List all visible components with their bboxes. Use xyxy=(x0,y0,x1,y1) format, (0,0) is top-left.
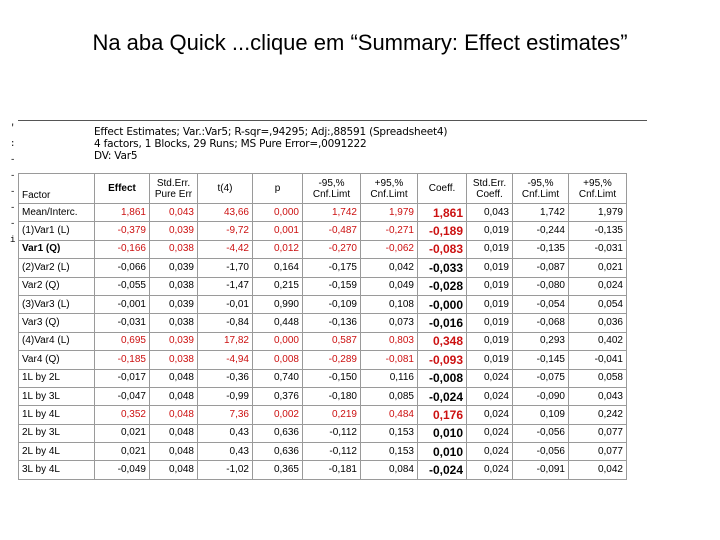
table-row[interactable] xyxy=(19,351,627,369)
se-cell[interactable]: 0,048 xyxy=(150,387,198,405)
coefficient-cell[interactable]: -0,083 xyxy=(418,240,467,258)
hi-cell[interactable]: 0,484 xyxy=(361,406,418,424)
t-cell[interactable]: -0,01 xyxy=(198,295,253,313)
table-row[interactable] xyxy=(19,222,627,240)
column-header[interactable]: Std.Err. Pure Err xyxy=(150,174,198,204)
lo_c-cell[interactable]: 0,109 xyxy=(513,406,569,424)
t-cell[interactable]: -0,99 xyxy=(198,387,253,405)
column-header[interactable]: Effect xyxy=(95,174,150,204)
effect-cell[interactable]: 0,695 xyxy=(95,332,150,350)
t-cell[interactable]: -1,47 xyxy=(198,277,253,295)
hi_c-cell[interactable]: 0,043 xyxy=(569,387,627,405)
hi-cell[interactable]: 0,116 xyxy=(361,369,418,387)
coefficient-cell[interactable]: 0,010 xyxy=(418,424,467,442)
lo-cell[interactable]: -0,487 xyxy=(303,222,361,240)
table-row[interactable] xyxy=(19,406,627,424)
header-line: Effect Estimates; Var.:Var5; R-sqr=,94295; Adj:,88591 (Spreadsheet4) xyxy=(94,126,448,138)
se-cell[interactable]: 0,039 xyxy=(150,222,198,240)
row-factor-label[interactable]: (3)Var3 (L) xyxy=(19,295,95,313)
hi_c-cell[interactable]: 0,021 xyxy=(569,259,627,277)
coefficient-cell[interactable]: 1,861 xyxy=(418,204,467,222)
table-row[interactable] xyxy=(19,443,627,461)
t-cell[interactable]: 0,43 xyxy=(198,424,253,442)
effect-cell[interactable]: -0,001 xyxy=(95,295,150,313)
t-cell[interactable]: -0,84 xyxy=(198,314,253,332)
lo_c-cell[interactable]: -0,056 xyxy=(513,443,569,461)
effect-cell[interactable]: -0,185 xyxy=(95,351,150,369)
lo-cell[interactable]: -0,112 xyxy=(303,424,361,442)
se-cell[interactable]: 0,043 xyxy=(150,204,198,222)
coefficient-cell[interactable]: -0,033 xyxy=(418,259,467,277)
se_c-cell[interactable]: 0,024 xyxy=(467,369,513,387)
edge-fragment: - xyxy=(10,171,16,181)
column-header[interactable]: Factor xyxy=(19,174,95,204)
lo_c-cell[interactable]: -0,054 xyxy=(513,295,569,313)
edge-fragment: - xyxy=(10,187,16,197)
effect-cell[interactable]: -0,049 xyxy=(95,461,150,479)
coefficient-cell[interactable]: 0,176 xyxy=(418,406,467,424)
se-cell[interactable]: 0,038 xyxy=(150,314,198,332)
t-cell[interactable]: -1,70 xyxy=(198,259,253,277)
hi-cell[interactable]: 1,979 xyxy=(361,204,418,222)
se-cell[interactable]: 0,039 xyxy=(150,259,198,277)
hi-cell[interactable]: 0,073 xyxy=(361,314,418,332)
p-cell[interactable]: 0,215 xyxy=(253,277,303,295)
row-factor-label[interactable]: Var1 (Q) xyxy=(19,240,95,258)
header-line: DV: Var5 xyxy=(94,150,138,162)
se-cell[interactable]: 0,039 xyxy=(150,295,198,313)
effect-cell[interactable]: -0,031 xyxy=(95,314,150,332)
se_c-cell[interactable]: 0,024 xyxy=(467,424,513,442)
lo-cell[interactable]: 1,742 xyxy=(303,204,361,222)
se_c-cell[interactable]: 0,019 xyxy=(467,351,513,369)
effect-cell[interactable]: -0,047 xyxy=(95,387,150,405)
hi_c-cell[interactable]: 0,024 xyxy=(569,277,627,295)
hi_c-cell[interactable]: 0,077 xyxy=(569,443,627,461)
row-factor-label[interactable]: 1L by 2L xyxy=(19,369,95,387)
se_c-cell[interactable]: 0,024 xyxy=(467,387,513,405)
t-cell[interactable]: 7,36 xyxy=(198,406,253,424)
lo_c-cell[interactable]: -0,068 xyxy=(513,314,569,332)
p-cell[interactable]: 0,000 xyxy=(253,332,303,350)
lo_c-cell[interactable]: -0,135 xyxy=(513,240,569,258)
se-cell[interactable]: 0,038 xyxy=(150,351,198,369)
table-row[interactable] xyxy=(19,314,627,332)
row-factor-label[interactable]: Var2 (Q) xyxy=(19,277,95,295)
coefficient-cell[interactable]: -0,000 xyxy=(418,295,467,313)
row-factor-label[interactable]: (2)Var2 (L) xyxy=(19,259,95,277)
column-header[interactable]: Std.Err. Coeff. xyxy=(467,174,513,204)
edge-fragment: - xyxy=(10,219,16,229)
lo-cell[interactable]: -0,150 xyxy=(303,369,361,387)
p-cell[interactable]: 0,365 xyxy=(253,461,303,479)
hi-cell[interactable]: 0,803 xyxy=(361,332,418,350)
edge-fragment: ' xyxy=(10,123,16,133)
se_c-cell[interactable]: 0,024 xyxy=(467,443,513,461)
lo_c-cell[interactable]: -0,091 xyxy=(513,461,569,479)
coefficient-cell[interactable]: -0,189 xyxy=(418,222,467,240)
left-edge-fragments xyxy=(10,120,16,245)
t-cell[interactable]: -9,72 xyxy=(198,222,253,240)
se_c-cell[interactable]: 0,019 xyxy=(467,295,513,313)
effect-cell[interactable]: -0,066 xyxy=(95,259,150,277)
table-row[interactable] xyxy=(19,332,627,350)
table-row[interactable] xyxy=(19,295,627,313)
column-header[interactable]: -95,% Cnf.Limt xyxy=(513,174,569,204)
lo_c-cell[interactable]: -0,244 xyxy=(513,222,569,240)
hi-cell[interactable]: 0,153 xyxy=(361,424,418,442)
se-cell[interactable]: 0,038 xyxy=(150,277,198,295)
lo_c-cell[interactable]: -0,145 xyxy=(513,351,569,369)
column-header[interactable]: t(4) xyxy=(198,174,253,204)
p-cell[interactable]: 0,000 xyxy=(253,204,303,222)
edge-fragment: - xyxy=(10,203,16,213)
row-factor-label[interactable]: 2L by 3L xyxy=(19,424,95,442)
table-body xyxy=(19,204,627,480)
table-row[interactable] xyxy=(19,259,627,277)
se_c-cell[interactable]: 0,019 xyxy=(467,277,513,295)
lo_c-cell[interactable]: 1,742 xyxy=(513,204,569,222)
lo-cell[interactable]: 0,587 xyxy=(303,332,361,350)
lo-cell[interactable]: -0,289 xyxy=(303,351,361,369)
hi_c-cell[interactable]: 0,242 xyxy=(569,406,627,424)
lo-cell[interactable]: -0,180 xyxy=(303,387,361,405)
hi-cell[interactable]: 0,108 xyxy=(361,295,418,313)
p-cell[interactable]: 0,448 xyxy=(253,314,303,332)
table-row[interactable] xyxy=(19,387,627,405)
effect-cell[interactable]: -0,055 xyxy=(95,277,150,295)
edge-fragment: i xyxy=(10,235,16,245)
p-cell[interactable]: 0,001 xyxy=(253,222,303,240)
se_c-cell[interactable]: 0,019 xyxy=(467,222,513,240)
lo_c-cell[interactable]: -0,075 xyxy=(513,369,569,387)
lo_c-cell[interactable]: -0,080 xyxy=(513,277,569,295)
hi-cell[interactable]: 0,085 xyxy=(361,387,418,405)
lo-cell[interactable]: -0,112 xyxy=(303,443,361,461)
se_c-cell[interactable]: 0,024 xyxy=(467,461,513,479)
se_c-cell[interactable]: 0,043 xyxy=(467,204,513,222)
p-cell[interactable]: 0,012 xyxy=(253,240,303,258)
coefficient-cell[interactable]: -0,093 xyxy=(418,351,467,369)
effect-cell[interactable]: 1,861 xyxy=(95,204,150,222)
hi_c-cell[interactable]: 0,077 xyxy=(569,424,627,442)
se-cell[interactable]: 0,038 xyxy=(150,240,198,258)
lo_c-cell[interactable]: -0,087 xyxy=(513,259,569,277)
lo-cell[interactable]: -0,181 xyxy=(303,461,361,479)
hi-cell[interactable]: -0,271 xyxy=(361,222,418,240)
t-cell[interactable]: 0,43 xyxy=(198,443,253,461)
p-cell[interactable]: 0,740 xyxy=(253,369,303,387)
hi_c-cell[interactable]: 0,036 xyxy=(569,314,627,332)
row-factor-label[interactable]: Mean/Interc. xyxy=(19,204,95,222)
lo_c-cell[interactable]: 0,293 xyxy=(513,332,569,350)
table-row[interactable] xyxy=(19,461,627,479)
t-cell[interactable]: -1,02 xyxy=(198,461,253,479)
lo-cell[interactable]: -0,175 xyxy=(303,259,361,277)
lo_c-cell[interactable]: -0,056 xyxy=(513,424,569,442)
row-factor-label[interactable]: 1L by 3L xyxy=(19,387,95,405)
column-header[interactable]: Coeff. xyxy=(418,174,467,204)
p-cell[interactable]: 0,376 xyxy=(253,387,303,405)
column-header[interactable]: p xyxy=(253,174,303,204)
effect-cell[interactable]: 0,021 xyxy=(95,443,150,461)
p-cell[interactable]: 0,164 xyxy=(253,259,303,277)
p-cell[interactable]: 0,002 xyxy=(253,406,303,424)
effect-cell[interactable]: 0,021 xyxy=(95,424,150,442)
t-cell[interactable]: -0,36 xyxy=(198,369,253,387)
column-header[interactable]: -95,% Cnf.Limt xyxy=(303,174,361,204)
p-cell[interactable]: 0,990 xyxy=(253,295,303,313)
effect-cell[interactable]: 0,352 xyxy=(95,406,150,424)
t-cell[interactable]: 17,82 xyxy=(198,332,253,350)
hi_c-cell[interactable]: 0,042 xyxy=(569,461,627,479)
hi_c-cell[interactable]: -0,041 xyxy=(569,351,627,369)
hi-cell[interactable]: 0,084 xyxy=(361,461,418,479)
se-cell[interactable]: 0,048 xyxy=(150,443,198,461)
se_c-cell[interactable]: 0,019 xyxy=(467,332,513,350)
table-row[interactable] xyxy=(19,240,627,258)
p-cell[interactable]: 0,008 xyxy=(253,351,303,369)
row-factor-label[interactable]: 2L by 4L xyxy=(19,443,95,461)
coefficient-cell[interactable]: -0,008 xyxy=(418,369,467,387)
hi_c-cell[interactable]: -0,031 xyxy=(569,240,627,258)
row-factor-label[interactable]: (1)Var1 (L) xyxy=(19,222,95,240)
hi-cell[interactable]: 0,049 xyxy=(361,277,418,295)
hi_c-cell[interactable]: 0,402 xyxy=(569,332,627,350)
se_c-cell[interactable]: 0,019 xyxy=(467,259,513,277)
column-header-row xyxy=(19,174,627,204)
hi-cell[interactable]: -0,081 xyxy=(361,351,418,369)
se_c-cell[interactable]: 0,024 xyxy=(467,406,513,424)
t-cell[interactable]: -4,42 xyxy=(198,240,253,258)
row-factor-label[interactable]: Var4 (Q) xyxy=(19,351,95,369)
effect-cell[interactable]: -0,166 xyxy=(95,240,150,258)
effect-cell[interactable]: -0,017 xyxy=(95,369,150,387)
edge-fragment: : xyxy=(10,139,16,149)
column-header[interactable]: +95,% Cnf.Limt xyxy=(569,174,627,204)
se_c-cell[interactable]: 0,019 xyxy=(467,314,513,332)
lo-cell[interactable]: -0,136 xyxy=(303,314,361,332)
se-cell[interactable]: 0,048 xyxy=(150,424,198,442)
coefficient-cell[interactable]: 0,010 xyxy=(418,443,467,461)
row-factor-label[interactable]: 3L by 4L xyxy=(19,461,95,479)
hi_c-cell[interactable]: 1,979 xyxy=(569,204,627,222)
column-header[interactable]: +95,% Cnf.Limt xyxy=(361,174,418,204)
effect-cell[interactable]: -0,379 xyxy=(95,222,150,240)
coefficient-cell[interactable]: -0,024 xyxy=(418,461,467,479)
hi_c-cell[interactable]: 0,054 xyxy=(569,295,627,313)
lo_c-cell[interactable]: -0,090 xyxy=(513,387,569,405)
hi_c-cell[interactable]: 0,058 xyxy=(569,369,627,387)
edge-fragment: - xyxy=(10,155,16,165)
lo-cell[interactable]: -0,109 xyxy=(303,295,361,313)
coefficient-cell[interactable]: -0,016 xyxy=(418,314,467,332)
table-row[interactable] xyxy=(19,204,627,222)
table-row[interactable] xyxy=(19,424,627,442)
row-factor-label[interactable]: Var3 (Q) xyxy=(19,314,95,332)
se-cell[interactable]: 0,048 xyxy=(150,369,198,387)
hi-cell[interactable]: -0,062 xyxy=(361,240,418,258)
se-cell[interactable]: 0,048 xyxy=(150,461,198,479)
se-cell[interactable]: 0,048 xyxy=(150,406,198,424)
spreadsheet-header xyxy=(94,126,447,162)
t-cell[interactable]: 43,66 xyxy=(198,204,253,222)
coefficient-cell[interactable]: -0,024 xyxy=(418,387,467,405)
header-line: 4 factors, 1 Blocks, 29 Runs; MS Pure Error=,0091222 xyxy=(94,138,367,150)
spreadsheet-window xyxy=(18,120,647,503)
coefficient-cell[interactable]: 0,348 xyxy=(418,332,467,350)
hi-cell[interactable]: 0,153 xyxy=(361,443,418,461)
lo-cell[interactable]: -0,270 xyxy=(303,240,361,258)
se_c-cell[interactable]: 0,019 xyxy=(467,240,513,258)
lo-cell[interactable]: -0,159 xyxy=(303,277,361,295)
hi-cell[interactable]: 0,042 xyxy=(361,259,418,277)
lo-cell[interactable]: 0,219 xyxy=(303,406,361,424)
table-row[interactable] xyxy=(19,277,627,295)
row-factor-label[interactable]: (4)Var4 (L) xyxy=(19,332,95,350)
p-cell[interactable]: 0,636 xyxy=(253,424,303,442)
hi_c-cell[interactable]: -0,135 xyxy=(569,222,627,240)
table-row[interactable] xyxy=(19,369,627,387)
coefficient-cell[interactable]: -0,028 xyxy=(418,277,467,295)
se-cell[interactable]: 0,039 xyxy=(150,332,198,350)
effect-estimates-table xyxy=(18,173,627,480)
p-cell[interactable]: 0,636 xyxy=(253,443,303,461)
row-factor-label[interactable]: 1L by 4L xyxy=(19,406,95,424)
slide-title: Na aba Quick ...clique em “Summary: Effect estimates” xyxy=(92,30,628,55)
t-cell[interactable]: -4,94 xyxy=(198,351,253,369)
